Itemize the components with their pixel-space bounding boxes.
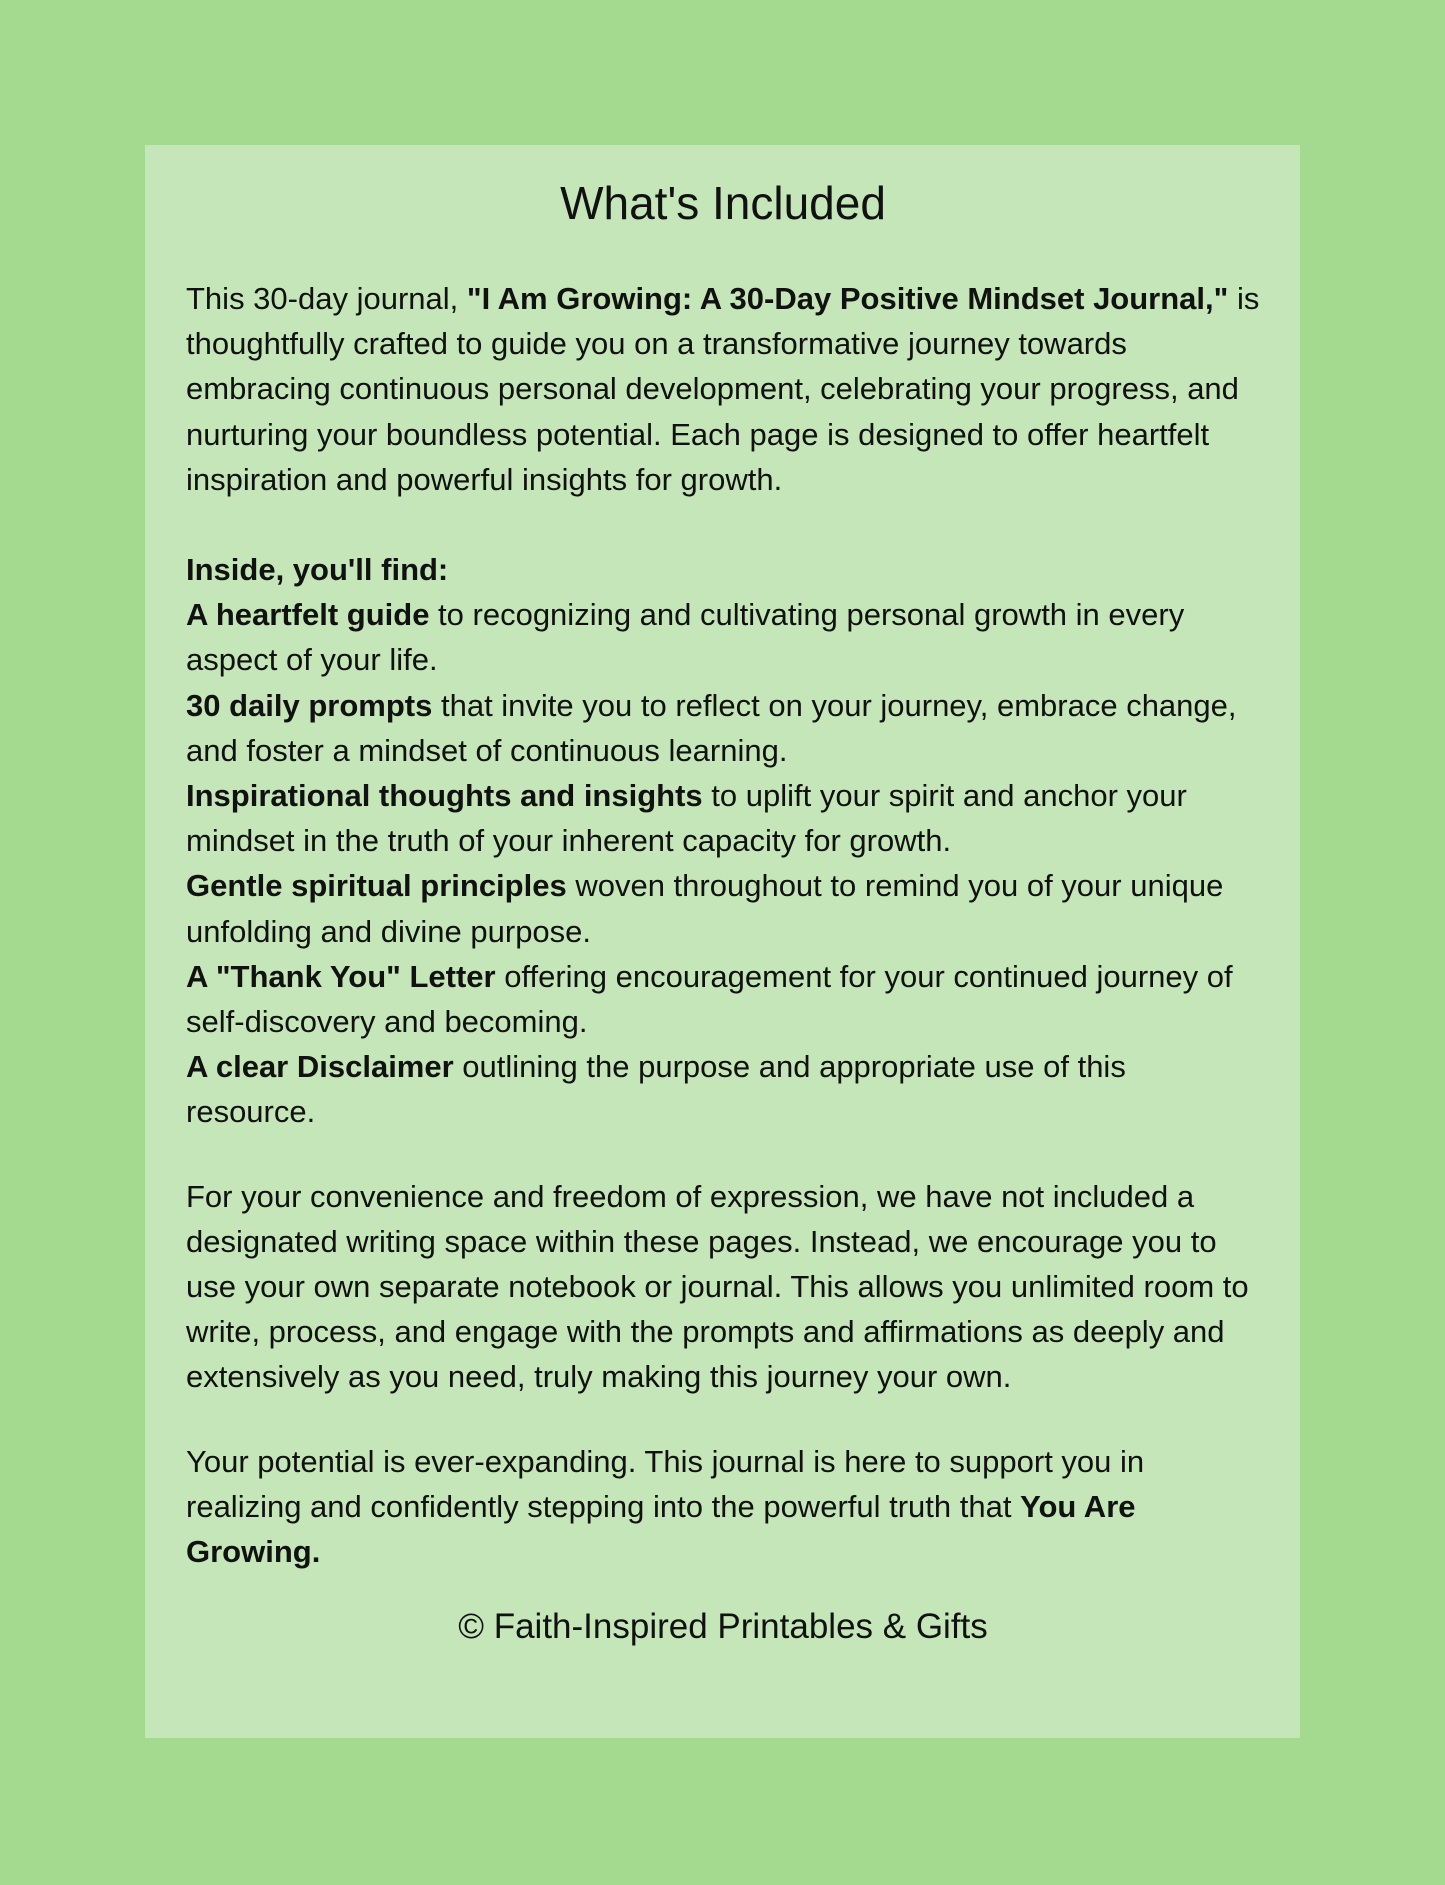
copyright-footer: © Faith-Inspired Printables & Gifts <box>458 1607 988 1647</box>
intro-paragraph <box>186 276 1260 502</box>
list-item-text: offering encouragement for your continued journey of self-discovery and becoming. <box>186 958 1233 1040</box>
closing-text: Your potential is ever-expanding. This journal is here to support you in realizing and confidently stepping into the powerful truth that <box>186 1443 1145 1524</box>
list-item-text: woven throughout to remind you of your unique unfolding and divine purpose. <box>186 868 1224 949</box>
list-item-text: that invite you to reflect on your journey, embrace change, and foster a mindset of continuous learning. <box>186 687 1237 768</box>
convenience-paragraph: For your convenience and freedom of expression, we have not included a designated writing space within these pages. Instead, we encourage you to use your own separate notebook or journal. This allows you unlimited room to write, process, and engage with the prompts and affirmations as deeply and extensively as you need, truly making this journey your own. <box>186 1178 1249 1395</box>
list-item-title: 30 daily prompts <box>186 687 433 723</box>
list-item <box>186 683 1260 773</box>
list-item-title: A "Thank You" Letter <box>186 958 496 994</box>
closing-paragraph <box>186 1439 1260 1575</box>
list-item-title: A clear Disclaimer <box>186 1049 454 1085</box>
content-panel <box>145 145 1300 1738</box>
list-item-title: Inspirational thoughts and insights <box>186 778 703 814</box>
journal-name: "I Am Growing: A 30-Day Positive Mindset Journal," <box>466 281 1229 316</box>
list-item <box>186 773 1260 863</box>
intro-lead: This 30-day journal, <box>186 281 467 316</box>
list-item-title: Gentle spiritual principles <box>186 868 567 904</box>
inside-heading-text: Inside, you'll find: <box>186 552 449 588</box>
page-title: What's Included <box>560 177 886 229</box>
intro-rest: is thoughtfully crafted to guide you on a transformative journey towards embracing continuous personal development, celebrating your progress, and nurturing your boundless potential. Each page is designed to offer heartfelt inspiration and powerful insights for growth. <box>186 281 1260 497</box>
inside-section <box>186 547 1260 1135</box>
list-item <box>186 863 1260 953</box>
list-item <box>186 592 1260 682</box>
closing-emphasis: You Are Growing. <box>186 1488 1136 1570</box>
list-item-text: to uplift your spirit and anchor your mindset in the truth of your inherent capacity for growth. <box>186 778 1187 859</box>
list-item-text: to recognizing and cultivating personal growth in every aspect of your life. <box>186 597 1185 678</box>
list-item <box>186 954 1260 1044</box>
list-item-title: A heartfelt guide <box>186 597 430 633</box>
list-item <box>186 1044 1260 1134</box>
list-item-text: outlining the purpose and appropriate use of this resource. <box>186 1049 1126 1130</box>
inside-heading <box>186 547 1260 592</box>
